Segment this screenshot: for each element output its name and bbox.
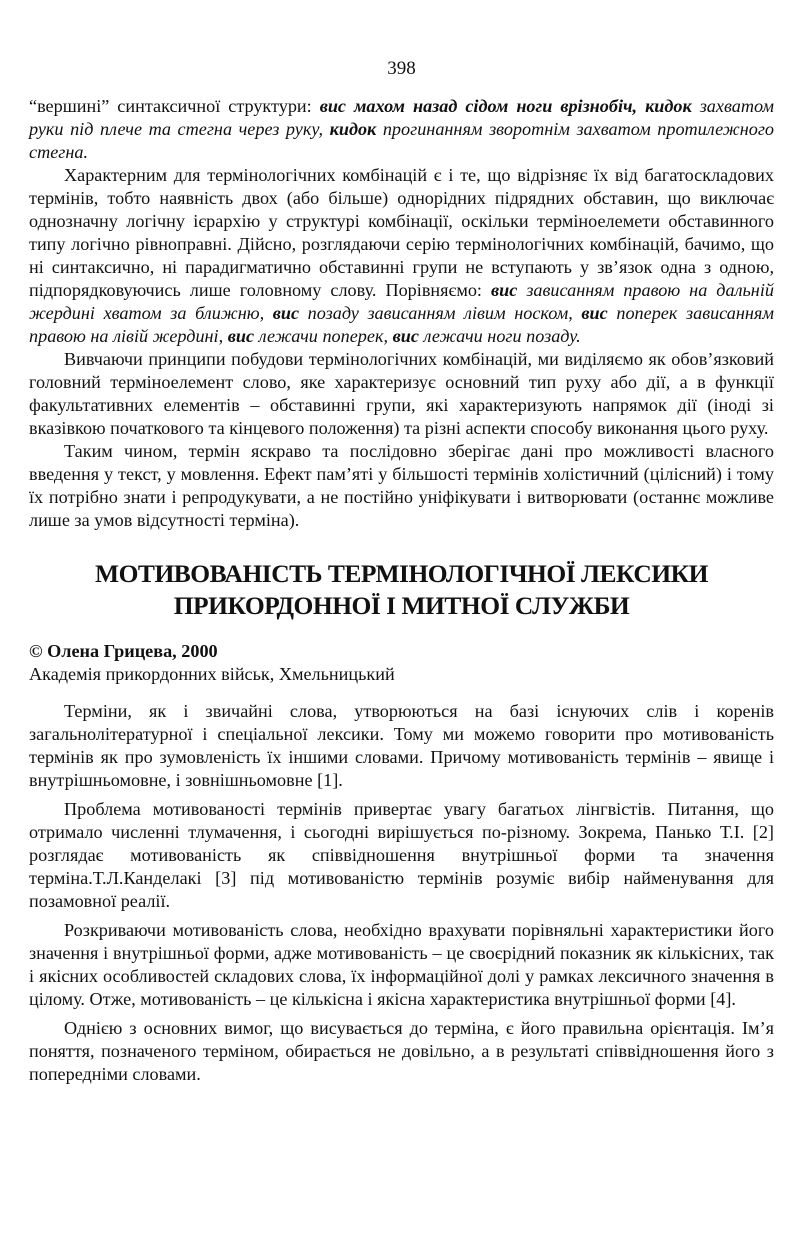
article-title — [29, 558, 774, 622]
paragraph-continuation: “вершині” синтаксичної структури: вис махом назад сідом ноги врізнобіч, кидок захватом руки під плече та стегна через руку, кидок прогинанням зворотнім захватом протилежного стегна. — [29, 96, 775, 162]
article-title-line-1: МОТИВОВАНІСТЬ ТЕРМІНОЛОГІЧНОЇ ЛЕКСИКИ — [95, 559, 708, 588]
paragraph-conclusion: Таким чином, термін яскраво та послідовно зберігає дані про можливості власного введення у текст, у мовлення. Ефект пам’яті у більшості термінів холістичний (цілісний) і тому їх потрібно знати і репродукувати, а не постійно уніфікувати і витворювати (останнє можливе лише за умов відсутності терміна). — [29, 441, 774, 530]
paragraph-principles: Вивчаючи принципи побудови термінологічних комбінацій, ми виділяємо як обов’язковий головний терміноелемент слово, яке характеризує основний тип руху або дії, а в функції факультативних елементів – обставинні групи, які характеризують напрямок дії (іноді зі вказівкою початкового та кінцевого положення) та різні аспекти способу виконання цього руху. — [29, 349, 774, 438]
paragraph-characteristic: Характерним для термінологічних комбінацій є і те, що відрізняє їх від багатоскладових термінів, тобто наявність двох (або більше) однорідних підрядних обставин, що виключає однозначну логічну ієрархію у структурі комбінації, оскільки терміноелемети обставинного типу логічно рівноправні. Дійсно, розглядаючи серію термінологічних комбінацій, бачимо, що ні синтаксично, ні парадигматично обставинні групи не вступають у зв’язок одна з одною, підпорядковуючись лише головному слову. Порівняємо: вис зависанням правою на дальній жердині хватом за ближню, вис позаду зависанням лівим носком, вис поперек зависанням правою на лівій жердині, вис лежачи поперек, вис лежачи ноги позаду. — [29, 165, 774, 346]
article-author: © Олена Грицева, 2000 — [29, 641, 218, 661]
paragraph-intro: Терміни, як і звичайні слова, утворюються на базі існуючих слів і коренів загальнолітературної і спеціальної лексики. Тому ми можемо говорити про мотивованість термінів як про зумовленість їх іншими словами. Причому мотивованість термінів – явище і внутрішньомовне, і зовнішньомовне [1]. — [29, 701, 774, 790]
article-affiliation: Академія прикордонних військ, Хмельницький — [29, 664, 395, 684]
article-title-line-2: ПРИКОРДОННОЇ І МИТНОЇ СЛУЖБИ — [173, 591, 630, 620]
paragraph-revealing: Розкриваючи мотивованість слова, необхідно врахувати порівняльні характеристики його значення і внутрішньої форми, адже мотивованість – це своєрідний показник як кількісних, так і якісних особливостей складових слова, їх інформаційної долі у рамках лексичного значення в цілому. Отже, мотивованість – це кількісна і якісна характеристика внутрішньої форми [4]. — [29, 920, 774, 1009]
paragraph-requirements: Однією з основних вимог, що висувається до терміна, є його правильна орієнтація. Ім’я поняття, позначеного терміном, обирається не довільно, а в результаті співвідношення його з попередніми словами. — [29, 1018, 774, 1084]
page-content — [29, 95, 774, 1086]
paragraph-problem: Проблема мотивованості термінів привертає увагу багатьох лінгвістів. Питання, що отримало численні тлумачення, і сьогодні вирішується по-різному. Зокрема, Панько Т.І. [2] розглядає мотивованість як співвідношення внутрішньої форми та значення терміна.Т.Л.Канделакі [3] під мотивованістю термінів розуміє вибір найменування для позамовної реалії. — [29, 799, 774, 911]
page-number: 398 — [387, 58, 416, 79]
